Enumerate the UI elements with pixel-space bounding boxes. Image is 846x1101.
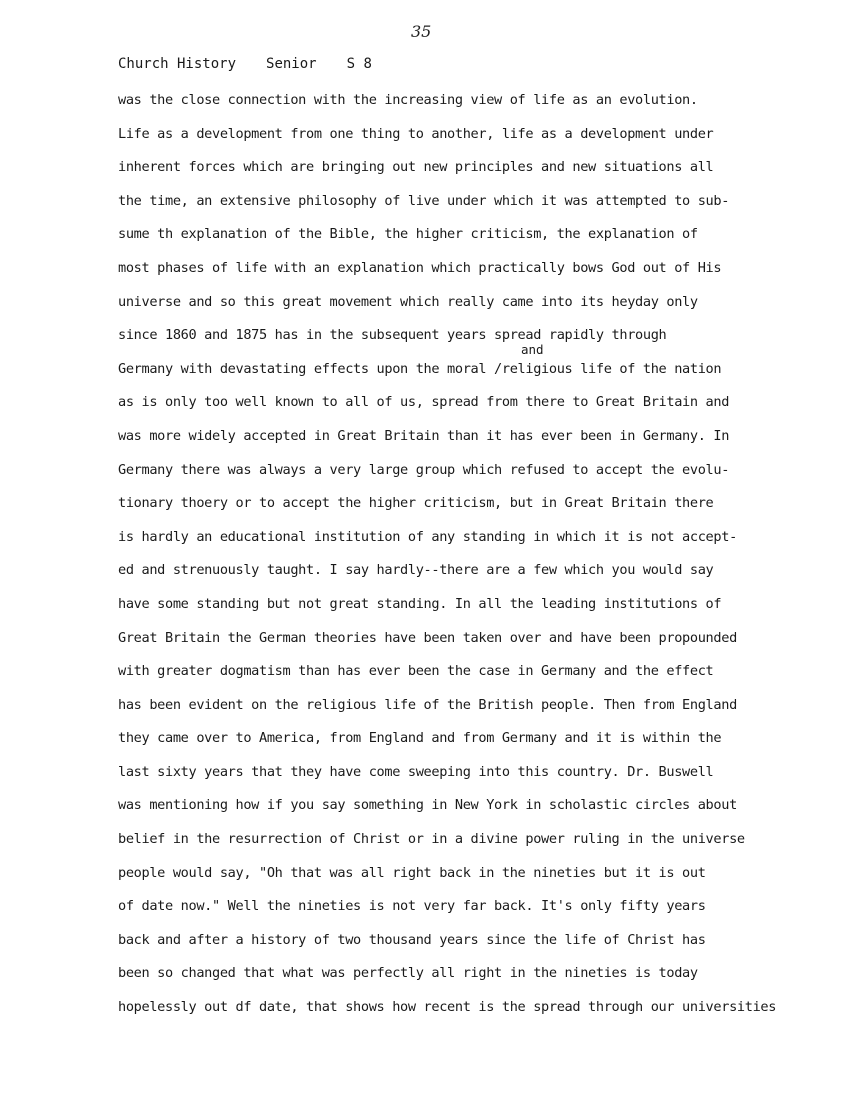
- text-line: people would say, "Oh that was all right back in the nineties but it is out: [118, 864, 706, 881]
- text-line: Germany with devastating effects upon the moral /religious life of the nation: [118, 360, 722, 377]
- text-line: tionary thoery or to accept the higher criticism, but in Great Britain there: [118, 495, 714, 512]
- text-line: was mentioning how if you say something in New York in scholastic circles about: [118, 797, 737, 814]
- text-line: have some standing but not great standing. In all the leading institutions of: [118, 595, 722, 612]
- text-line: they came over to America, from England and from Germany and it is within the: [118, 730, 722, 747]
- text-line: universe and so this great movement which really came into its heyday only: [118, 293, 698, 310]
- text-line: was more widely accepted in Great Britain than it has ever been in Germany. In: [118, 427, 730, 444]
- text-line: Germany there was always a very large group which refused to accept the evolu-: [118, 461, 730, 478]
- page-number: 35: [411, 22, 432, 41]
- text-line: sume th explanation of the Bible, the higher criticism, the explanation of: [118, 226, 698, 243]
- course-title: Church History: [118, 56, 237, 72]
- text-line: as is only too well known to all of us, spread from there to Great Britain and: [118, 394, 730, 411]
- section-label: S 8: [346, 56, 372, 72]
- text-line: the time, an extensive philosophy of live under which it was attempted to sub-: [118, 192, 730, 209]
- text-line: was the close connection with the increasing view of life as an evolution.: [118, 92, 698, 108]
- text-line: Great Britain the German theories have been taken over and have been propounded: [118, 629, 737, 646]
- text-line: has been evident on the religious life of the British people. Then from England: [118, 696, 737, 713]
- text-line: of date now." Well the nineties is not very far back. It's only fifty years: [118, 898, 706, 915]
- document-header: [118, 56, 402, 72]
- text-line: with greater dogmatism than has ever been the case in Germany and the effect: [118, 663, 714, 680]
- course-level: Senior: [266, 56, 317, 72]
- text-line: ed and strenuously taught. I say hardly--there are a few which you would say: [118, 562, 714, 579]
- text-line: most phases of life with an explanation which practically bows God out of His: [118, 259, 722, 276]
- text-line: hopelessly out df date, that shows how recent is the spread through our universities: [118, 999, 777, 1016]
- text-line: since 1860 and 1875 has in the subsequent years spread rapidly through: [118, 327, 667, 344]
- text-line: back and after a history of two thousand years since the life of Christ has: [118, 931, 706, 948]
- text-line: last sixty years that they have come sweeping into this country. Dr. Buswell: [118, 763, 714, 780]
- text-line: belief in the resurrection of Christ or in a divine power ruling in the universe: [118, 831, 745, 848]
- text-line: been so changed that what was perfectly all right in the nineties is today: [118, 965, 698, 982]
- text-line: inherent forces which are bringing out new principles and new situations all: [118, 159, 714, 176]
- text-line: Life as a development from one thing to another, life as a development under: [118, 125, 714, 142]
- text-line: is hardly an educational institution of any standing in which it is not accept-: [118, 528, 737, 545]
- interlinear-insertion: and: [521, 342, 544, 357]
- body-text: [118, 89, 826, 1030]
